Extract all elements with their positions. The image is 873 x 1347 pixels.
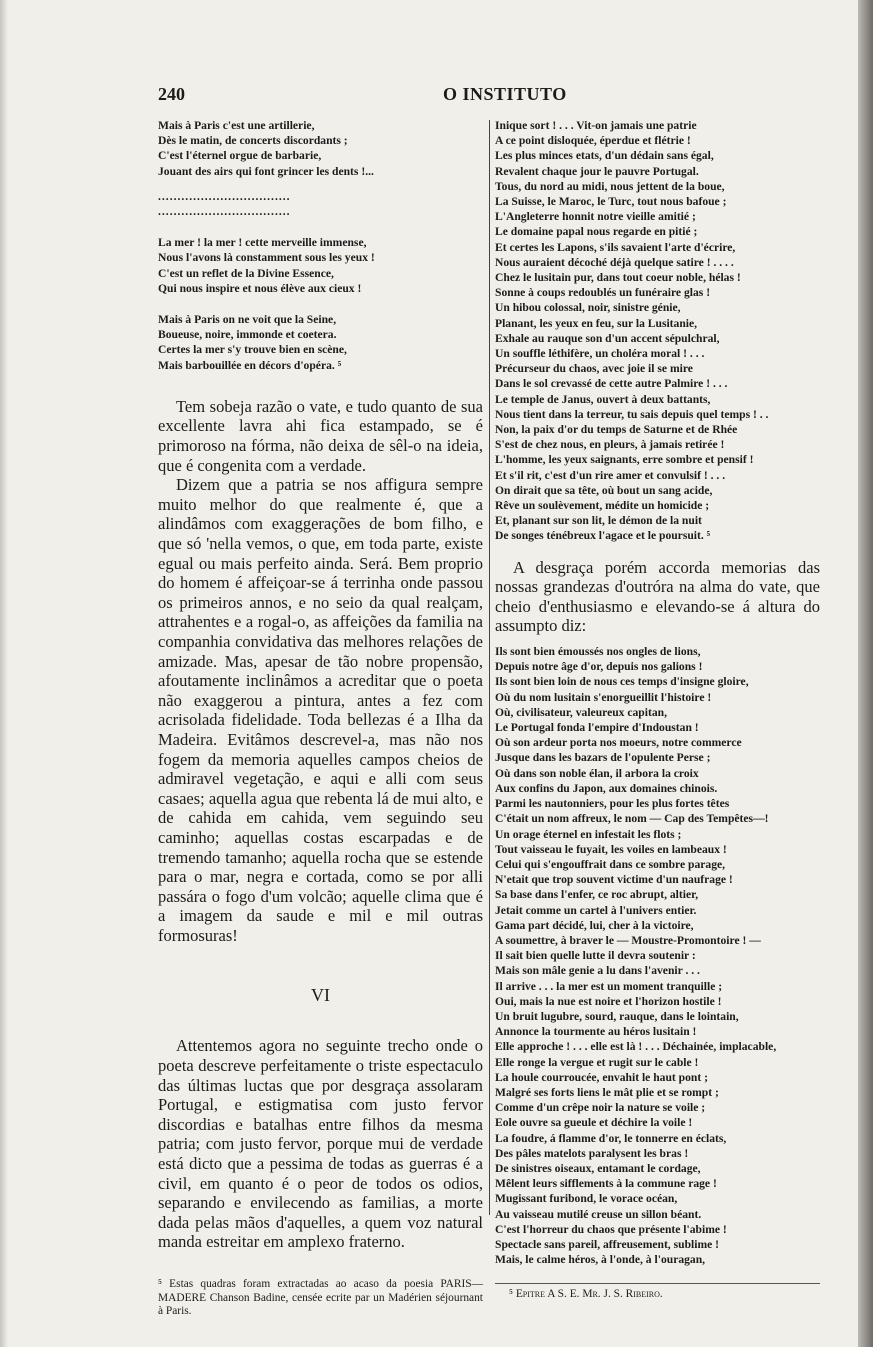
- footnote-text: Estas quadras foram extractadas ao acaso da poesia: [169, 1278, 434, 1290]
- verse-line: A soumettre, à braver le — Moustre-Promontoire ! —: [495, 933, 761, 947]
- verse-line: Au vaisseau mutilé creuse un sillon béant.: [495, 1207, 702, 1221]
- page-header: [158, 84, 828, 106]
- paragraph: Dizem que a patria se nos affigura sempre muito melhor do que realmente é, que a alindâmos com exaggerações de bom filho, e que só 'nella vemos, o que, em toda parte, existe egual ou mais perfeito ainda. Será. Bem proprio do homem é affeiçoar-se á terrinha onde passou os primeiros annos, e no seio da qual realçam, attrahentes e a rogal-o, as affeições da familia na companhia convidativa das melhores relações de amizade. Mas, apesar de tão nobre propensão, afoutamente inclinâmos a acreditar que o poeta não exaggerou a pintura, antes a fez com acrisolada fidelidade. Toda bellezas é a Ilha da Madeira. Evitâmos descrevel-a, mas não nos fogem da memoria aquelles campos cheios de admiravel vegetação, e aqui e alli com seus casaes; aquella agua que rebenta lá de mui alto, e de cahida em cahida, vem seguindo seu caminho; aquellas costas escarpadas e de tremendo tamanho; aquella rocha que se estende para o mar, negra e cortada, como se por alli passára o fogo d'um volcão; aquelle clima que é a imagem da saude e mil e mil outras formosuras!: [158, 475, 483, 945]
- verse-line: La foudre, á flamme d'or, le tonnerre en éclats,: [495, 1131, 727, 1145]
- verse-line: C'est l'éternel orgue de barbarie,: [158, 149, 322, 163]
- verse-line: Ils sont bien loin de nous ces temps d'insigne gloire,: [495, 675, 749, 689]
- verse-line: Où son ardeur porta nos moeurs, notre commerce: [495, 736, 742, 750]
- verse-line: Chez le lusitain pur, dans tout coeur noble, hélas !: [495, 271, 741, 285]
- verse-line: Tous, du nord au midi, nous jettent de la boue,: [495, 179, 725, 193]
- verse-line: Dans le sol crevassé de cette autre Palmire ! . . .: [495, 377, 728, 391]
- verse-line: Jouant des airs qui font grincer les dents !...: [158, 164, 374, 178]
- verse-line: Eole ouvre sa gueule et déchire la voile !: [495, 1116, 693, 1130]
- verse-line: Le domaine papal nous regarde en pitié ;: [495, 225, 698, 239]
- verse-line: Certes la mer s'y trouve bien en scène,: [158, 343, 347, 357]
- verse-line: Précurseur du chaos, avec joie il se mire: [495, 362, 693, 376]
- verse-line: C'est un reflet de la Divine Essence,: [158, 266, 334, 280]
- verse-line: Exhale au rauque son d'un accent sépulchral,: [495, 331, 720, 345]
- verse-line: Nous l'avons là constamment sous les yeux !: [158, 251, 375, 265]
- verse-line: Inique sort ! . . . Vit-on jamais une patrie: [495, 119, 697, 132]
- verse-line: Gama part décidé, lui, cher à la victoire,: [495, 918, 694, 932]
- verse-line: Nous tient dans la terreur, tu sais depuis quel temps ! . .: [495, 407, 769, 421]
- verse-line: Spectacle sans pareil, affreusement, sublime !: [495, 1237, 720, 1251]
- verse-line: Elle approche ! . . . elle est là ! . . . Déchainée, implacable,: [495, 1040, 777, 1054]
- verse-line: Un hibou colossal, noir, sinistre génie,: [495, 301, 681, 315]
- verse-line: Mais, le calme héros, à l'onde, à l'ouragan,: [495, 1253, 706, 1267]
- verse-line: Dès le matin, de concerts discordants ;: [158, 134, 348, 148]
- verse-line: Mugissant furibond, le vorace océan,: [495, 1192, 678, 1206]
- verse-line: Sonne à coups redoublés un funéraire glas !: [495, 286, 711, 300]
- verse-line: Depuis notre âge d'or, depuis nos galions !: [495, 660, 703, 674]
- prose-block-1: [158, 397, 483, 946]
- verse-line: Comme d'un crêpe noir la nature se voile ;: [495, 1101, 706, 1115]
- footnote-marker: ⁵: [158, 1278, 162, 1290]
- verse-line: A ce point disloquée, éperdue et flétrie !: [495, 134, 691, 148]
- verse-line: Un souffle léthifère, un choléra moral ! . . .: [495, 347, 705, 361]
- verse-line: Jusque dans les bazars de l'opulente Perse ;: [495, 751, 711, 765]
- verse-line: N'etait que trop souvent victime d'un naufrage !: [495, 873, 733, 887]
- verse-line: Un orage éternel en infestait les flots ;: [495, 827, 682, 841]
- verse-line: Parmi les nautonniers, pour les plus fortes têtes: [495, 797, 730, 811]
- section-block: [158, 985, 483, 1006]
- footnote-title: PARIS—MADERE: [158, 1278, 483, 1304]
- verse-line: C'est l'horreur du chaos que présente l'abime !: [495, 1222, 727, 1236]
- verse-line: Un bruit lugubre, sourd, rauque, dans le lointain,: [495, 1009, 739, 1023]
- verse-line: Planant, les yeux en feu, sur la Lusitanie,: [495, 316, 698, 330]
- verse-line: Les plus minces etats, d'un dédain sans égal,: [495, 149, 714, 163]
- verse-line: Des pâles matelots paralysent les bras !: [495, 1146, 689, 1160]
- left-column: [158, 118, 483, 1319]
- footnote: ⁵ Epitre A S. E. Mr. J. S. Ribeiro.: [509, 1288, 663, 1301]
- verse-line: Annonce la tourmente au héros lusitain !: [495, 1025, 697, 1039]
- verse-line: L'homme, les yeux saignants, erre sombre et pensif !: [495, 453, 754, 467]
- poem-adamastor: [495, 644, 820, 1267]
- footnote-rule: [495, 1283, 820, 1284]
- verse-line: Mais barbouillée en décors d'opéra. ⁵: [158, 358, 342, 372]
- verse-line: S'est de chez nous, en pleurs, à jamais retirée !: [495, 438, 725, 452]
- paragraph: Tem sobeja razão o vate, e tudo quanto de sua excellente lavra ahi fica estampado, se é primoroso na fórma, não deixa de sêl-o na ideia, que é congenita com a verdade.: [158, 396, 483, 475]
- paragraph: Attentemos agora no seguinte trecho onde o poeta descreve perfeitamente o triste espectaculo das últimas luctas que por desgraça assolaram Portugal, e estigmatisa com justo fervor discordias e batalhas entre filhos da mesma patria; com justo fervor, porque mui de verdade está dicto que a pessima de todas as guerras é a civil, em quanto é o peor de todos os odios, separando e envilecendo as familias, a morte dada pelas mãos d'aquelles, a quem voz natural manda estreitar em amplexo fraterno.: [158, 1036, 483, 1252]
- prose-block-2: [158, 1036, 483, 1252]
- verse-line: Non, la paix d'or du temps de Saturne et de Rhée: [495, 423, 738, 437]
- prose-block-3: [495, 558, 820, 636]
- verse-line: Le temple de Janus, ouvert à deux battants,: [495, 392, 711, 406]
- verse-line: Ils sont bien émoussés nos ongles de lions,: [495, 645, 701, 659]
- verse-line: La mer ! la mer ! cette merveille immense,: [158, 236, 367, 250]
- verse-line: Mêlent leurs sifflements à la commune rage !: [495, 1177, 717, 1191]
- verse-line: On dirait que sa tête, où bout un sang acide,: [495, 483, 713, 497]
- verse-line: La houle courroucée, envahit le haut pont ;: [495, 1070, 708, 1084]
- verse-line: Mais à Paris on ne voit que la Seine,: [158, 313, 337, 327]
- page-edge: [858, 0, 873, 1347]
- verse-line: Où du nom lusitain s'enorgueillit l'histoire !: [495, 690, 712, 704]
- ellipsis-line: ..................................: [158, 189, 291, 203]
- binding-shadow: [0, 0, 8, 1347]
- verse-line: Oui, mais la nue est noire et l'horizon hostile !: [495, 994, 722, 1008]
- verse-line: Malgré ses forts liens le mât plie et se rompt ;: [495, 1085, 719, 1099]
- verse-line: Et, planant sur son lit, le démon de la nuit: [495, 514, 702, 528]
- ellipsis-line: ..................................: [158, 205, 291, 219]
- verse-line: Revalent chaque jour le pauvre Portugal.: [495, 164, 699, 178]
- verse-line: Mais son mâle genie a lu dans l'avenir . . .: [495, 964, 700, 978]
- verse-line: Jetait comme un cartel à l'univers entier.: [495, 903, 697, 917]
- footnote: [158, 1278, 483, 1319]
- verse-line: L'Angleterre honnit notre vieille amitié ;: [495, 210, 696, 224]
- verse-line: Sa base dans l'enfer, ce roc abrupt, altier,: [495, 888, 699, 902]
- verse-line: Il sait bien quelle lutte il devra soutenir :: [495, 949, 696, 963]
- running-title: O INSTITUTO: [443, 84, 567, 104]
- verse-line: Boueuse, noire, immonde et coetera.: [158, 328, 337, 342]
- footnote-text: Chanson Badine, censée ecrite par un Madérien séjournant à Paris.: [158, 1291, 483, 1317]
- verse-line: Tout vaisseau le fuyait, les voiles en lambeaux !: [495, 842, 727, 856]
- section-heading: VI: [311, 985, 330, 1006]
- verse-line: Nous auraient décoché déjà quelque satire ! . . . .: [495, 255, 734, 269]
- poem-paris: [158, 118, 483, 373]
- poem-lament: [495, 118, 820, 544]
- paragraph: A desgraça porém accorda memorias das nossas grandezas d'outróra na alma do vate, que cheio d'enthusiasmo e elevando-se á altura do assumpto diz:: [495, 557, 820, 636]
- right-column: [495, 118, 820, 1302]
- verse-line: Elle ronge la vergue et rugit sur le cable !: [495, 1055, 699, 1069]
- verse-line: Mais à Paris c'est une artillerie,: [158, 119, 315, 132]
- verse-line: Il arrive . . . la mer est un moment tranquille ;: [495, 979, 723, 993]
- verse-line: Où dans son noble élan, il arbora la croix: [495, 766, 699, 780]
- verse-line: Et certes les Lapons, s'ils savaient l'arte d'écrire,: [495, 240, 736, 254]
- verse-line: Qui nous inspire et nous élève aux cieux !: [158, 281, 362, 295]
- verse-line: Rêve un soulèvement, médite un homicide ;: [495, 499, 710, 513]
- verse-line: De songes ténébreux l'agace et le poursuit. ⁵: [495, 529, 711, 543]
- verse-line: Celui qui s'engouffrait dans ce sombre parage,: [495, 857, 726, 871]
- verse-line: Aux confins du Japon, aux domaines chinois.: [495, 781, 718, 795]
- verse-line: Où, civilisateur, valeureux capitan,: [495, 705, 667, 719]
- verse-line: La Suisse, le Maroc, le Turc, tout nous bafoue ;: [495, 195, 727, 209]
- verse-line: C'était un nom affreux, le nom — Cap des Tempêtes—!: [495, 812, 769, 826]
- page-number: 240: [158, 84, 185, 104]
- verse-line: De sinistres oiseaux, entamant le cordage,: [495, 1161, 701, 1175]
- verse-line: Le Portugal fonda l'empire d'Indoustan !: [495, 721, 699, 735]
- column-rule: [489, 120, 490, 1215]
- verse-line: Et s'il rit, c'est d'un rire amer et convulsif ! . . .: [495, 468, 726, 482]
